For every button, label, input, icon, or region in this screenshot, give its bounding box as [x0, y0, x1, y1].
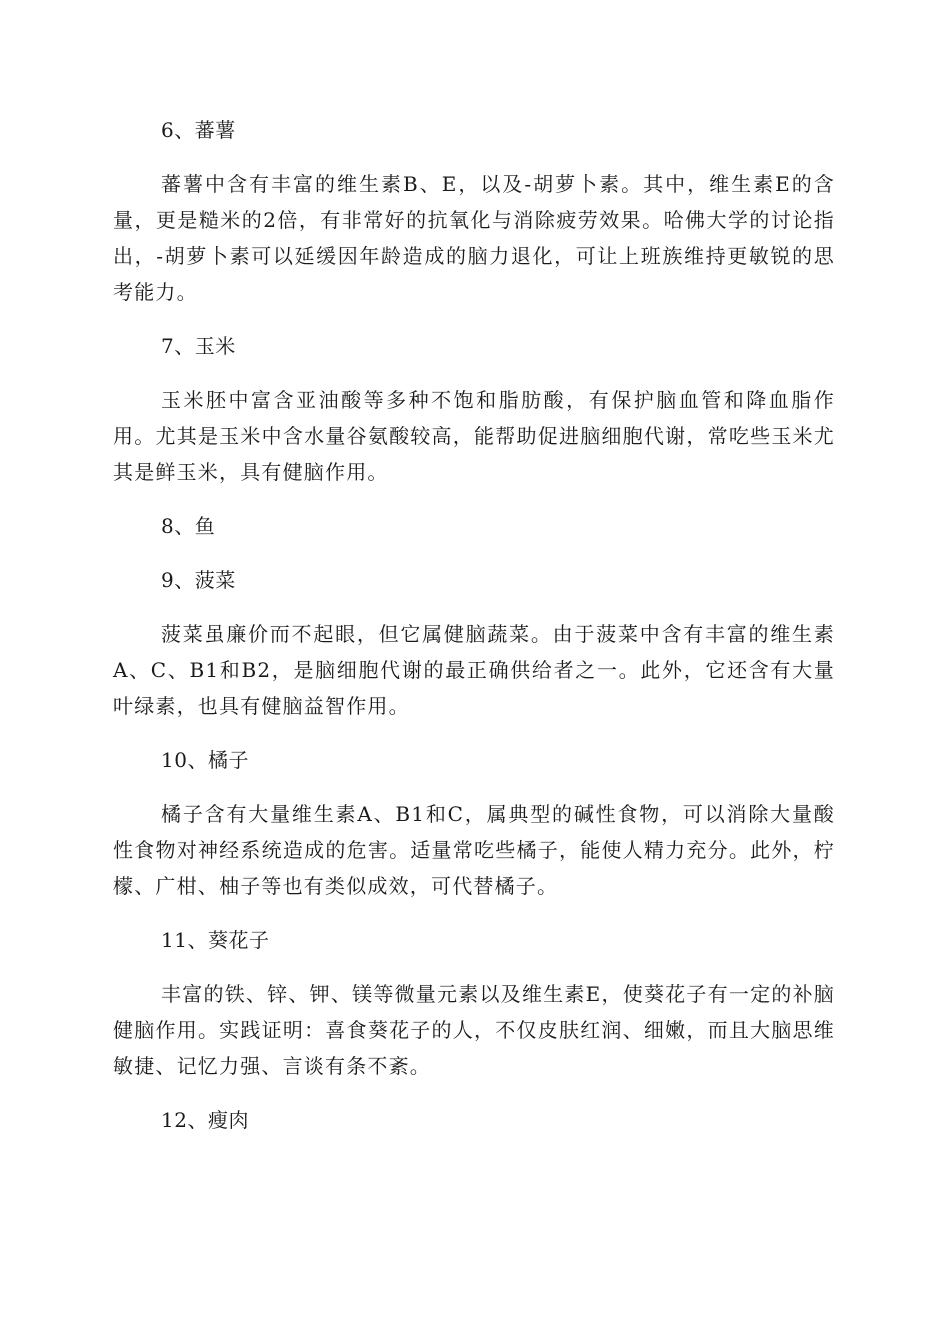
section-text-corn: 玉米胚中富含亚油酸等多种不饱和脂肪酸，有保护脑血管和降血脂作用。尤其是玉米中含水量谷氨酸较高，能帮助促进脑细胞代谢，常吃些玉米尤其是鲜玉米，具有健脑作用。 — [113, 388, 835, 484]
section-heading-sweet-potato: 6、蕃薯 — [161, 118, 236, 142]
section-heading-sunflower-seeds: 11、葵花子 — [161, 928, 270, 952]
section-text-sunflower-seeds: 丰富的铁、锌、钾、镁等微量元素以及维生素E，使葵花子有一定的补脑健脑作用。实践证明：喜食葵花子的人，不仅皮肤红润、细嫩，而且大脑思维敏捷、记忆力强、言谈有条不紊。 — [113, 982, 835, 1078]
section-heading-orange: 10、橘子 — [161, 748, 249, 772]
section-text-orange: 橘子含有大量维生素A、B1和C，属典型的碱性食物，可以消除大量酸性食物对神经系统造成的危害。适量常吃些橘子，能使人精力充分。此外，柠檬、广柑、柚子等也有类似成效，可代替橘子。 — [113, 802, 835, 898]
section-heading-lean-meat: 12、瘦肉 — [161, 1108, 249, 1132]
section-heading-corn: 7、玉米 — [161, 334, 236, 358]
section-heading-spinach: 9、菠菜 — [161, 568, 236, 592]
section-heading-fish: 8、鱼 — [161, 514, 216, 538]
section-text-spinach: 菠菜虽廉价而不起眼，但它属健脑蔬菜。由于菠菜中含有丰富的维生素A、C、B1和B2，是脑细胞代谢的最正确供给者之一。此外，它还含有大量叶绿素，也具有健脑益智作用。 — [113, 622, 835, 718]
document-body — [113, 112, 835, 1156]
section-text-sweet-potato: 蕃薯中含有丰富的维生素B、E，以及-胡萝卜素。其中，维生素E的含量，更是糙米的2倍，有非常好的抗氧化与消除疲劳效果。哈佛大学的讨论指出，-胡萝卜素可以延缓因年龄造成的脑力退化，可让上班族维持更敏锐的思考能力。 — [113, 172, 835, 304]
